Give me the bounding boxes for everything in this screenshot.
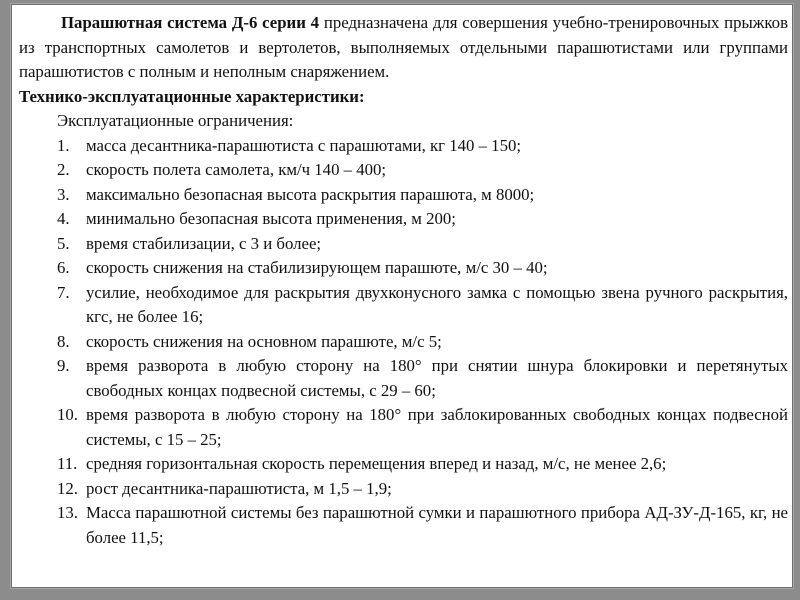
list-item	[19, 207, 788, 232]
limits-subheading: Эксплуатационные ограничения:	[57, 111, 294, 130]
list-item-text: скорость снижения на стабилизирующем парашюте, м/с 30 – 40;	[86, 258, 548, 277]
intro-title: Парашютная система Д-6 серии 4	[61, 13, 320, 32]
list-item-text: скорость снижения на основном парашюте, м/с 5;	[86, 331, 442, 351]
list-item	[19, 403, 788, 452]
list-item-number: 10.	[57, 405, 78, 424]
list-item-text: масса десантника-парашютиста с парашютами, кг 140 – 150;	[86, 135, 522, 155]
list-item	[19, 330, 788, 355]
list-item-text: время разворота в любую сторону на 180° при снятии шнура блокировки и перетянутых свободных концах подвесной системы, с 29 – 60;	[86, 356, 788, 400]
list-item-text: рост десантника-парашютиста, м 1,5 – 1,9;	[86, 478, 392, 498]
list-item	[19, 134, 788, 159]
list-item-number: 9.	[57, 356, 70, 375]
document-page	[11, 4, 793, 588]
list-item	[19, 477, 788, 502]
list-item	[19, 281, 788, 330]
intro-text: предназначена для совершения учебно-тренировочных прыжков из транспортных самолетов и вертолетов, выполняемых отдельными парашютистами или группами парашютистов с полным и неполным снаряжением.	[19, 13, 788, 81]
list-item-number: 4.	[57, 209, 70, 228]
list-item-number: 5.	[57, 233, 70, 253]
list-item-number: 1.	[57, 135, 70, 155]
intro-paragraph	[19, 11, 788, 85]
characteristics-list	[19, 134, 788, 551]
list-item-text: скорость полета самолета, км/ч 140 – 400;	[86, 160, 387, 179]
document-content	[19, 11, 788, 550]
list-item-text: усилие, необходимое для раскрытия двухконусного замка с помощью звена ручного раскрытия, кгс, не более 16;	[86, 282, 788, 326]
section-heading: Технико-эксплуатационные характеристики:	[19, 86, 365, 106]
list-item	[19, 452, 788, 477]
list-item-text: максимально безопасная высота раскрытия парашюта, м 8000;	[86, 184, 535, 204]
list-item-number: 13.	[57, 503, 78, 522]
list-item-number: 6.	[57, 258, 70, 277]
list-item	[19, 158, 788, 183]
list-item-number: 11.	[57, 454, 78, 473]
list-item-text: Масса парашютной системы без парашютной сумки и парашютного прибора АД-ЗУ-Д-165, кг, не более 11,5;	[86, 503, 788, 547]
list-item-text: средняя горизонтальная скорость перемещения вперед и назад, м/с, не менее 2,6;	[86, 454, 667, 473]
list-item	[19, 256, 788, 281]
list-item-text: время разворота в любую сторону на 180° при заблокированных свободных концах подвесной системы, с 15 – 25;	[86, 405, 788, 449]
list-item	[19, 501, 788, 550]
list-item-number: 2.	[57, 160, 70, 179]
list-item-text: время стабилизации, с 3 и более;	[86, 233, 322, 253]
list-item-number: 8.	[57, 331, 70, 351]
list-item	[19, 232, 788, 257]
list-item	[19, 183, 788, 208]
list-item-text: минимально безопасная высота применения, м 200;	[86, 209, 456, 228]
list-item	[19, 354, 788, 403]
list-item-number: 7.	[57, 282, 70, 302]
list-item-number: 3.	[57, 184, 70, 204]
list-item-number: 12.	[57, 478, 78, 498]
